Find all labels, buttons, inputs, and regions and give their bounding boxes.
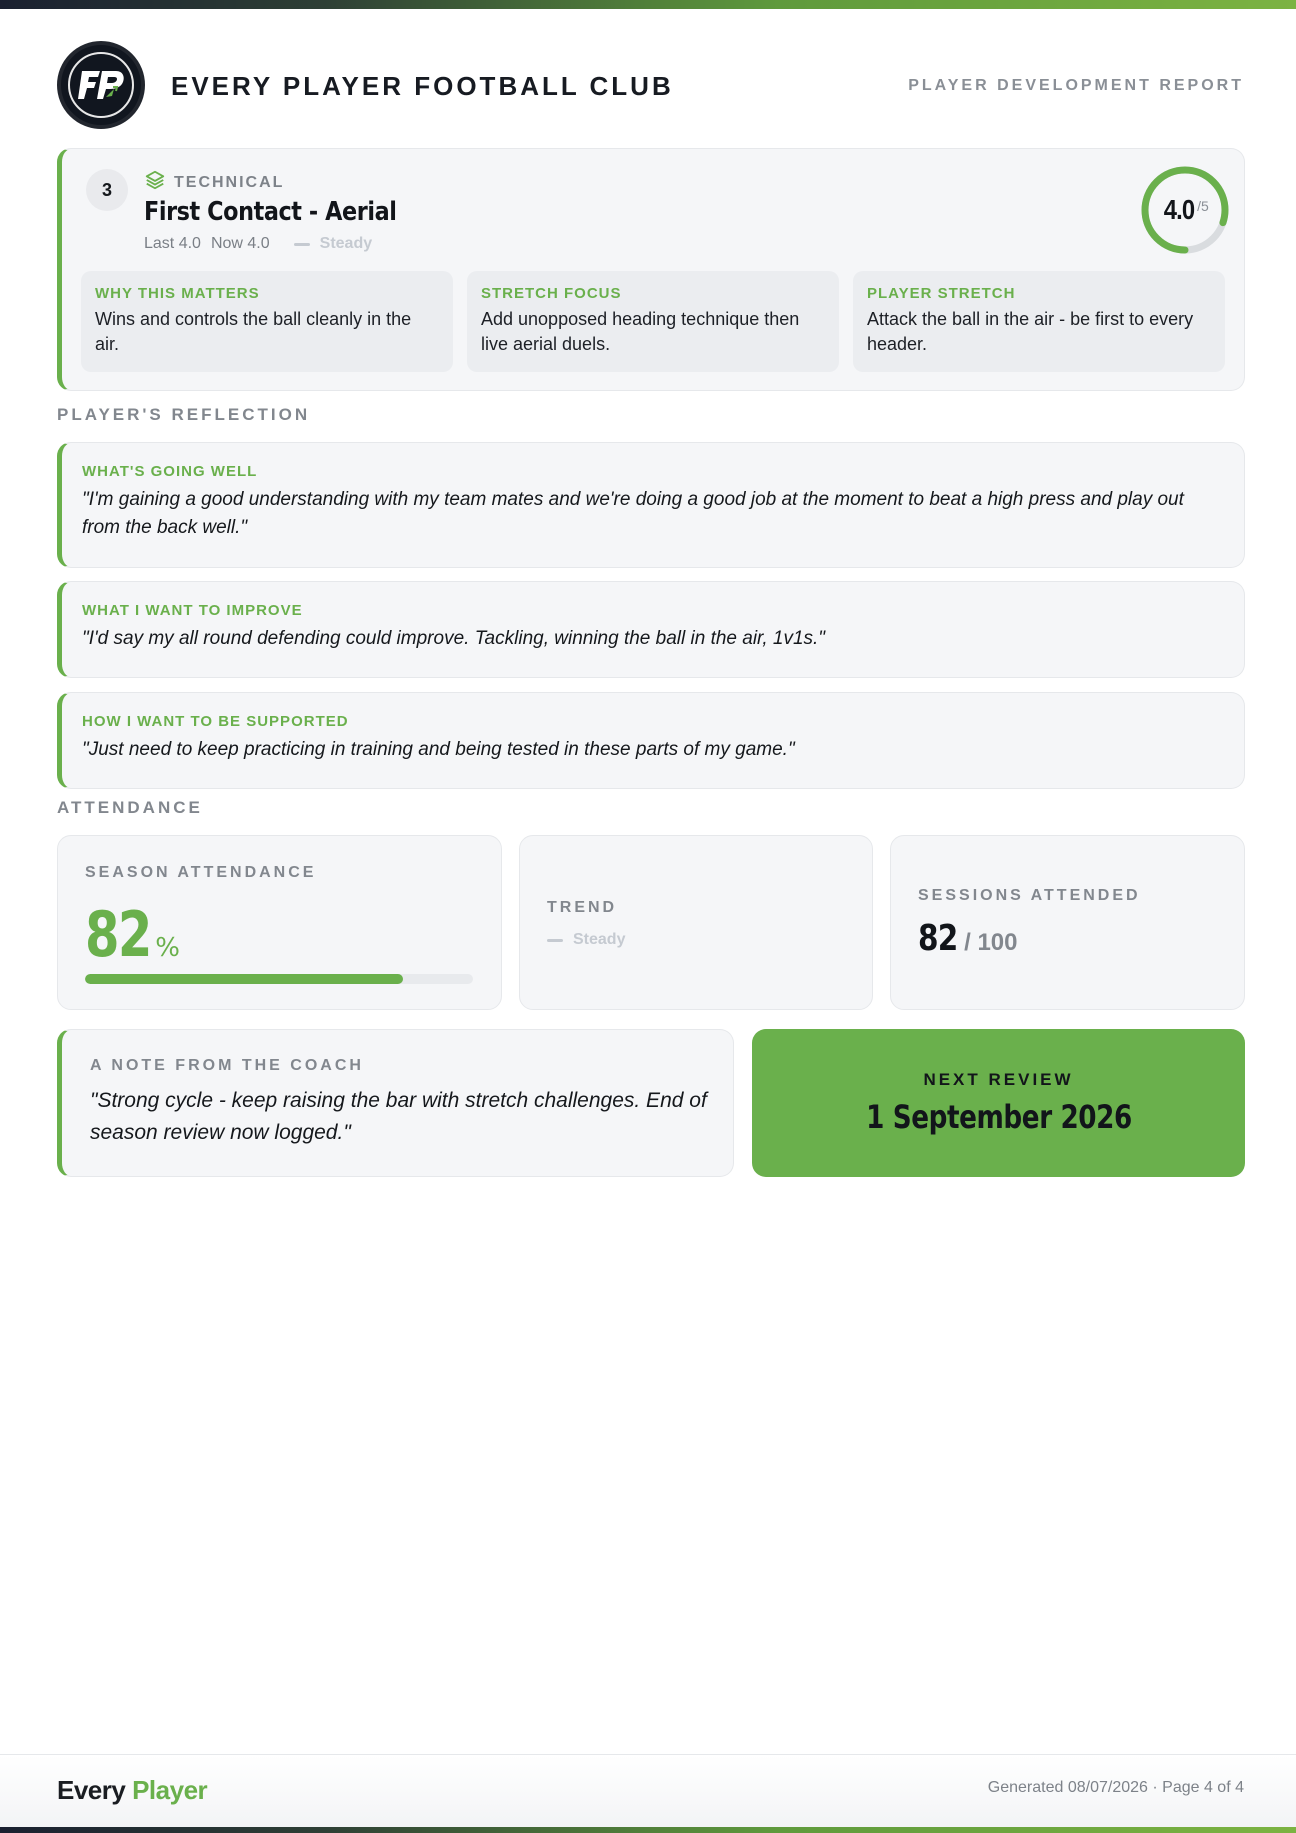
info-box-text: Add unopposed heading technique then live aerial duels. xyxy=(481,309,800,354)
sessions-attended-card xyxy=(890,835,1245,1010)
score-max: /5 xyxy=(1197,198,1209,214)
top-accent-bar xyxy=(0,0,1296,9)
footer-brand-every: Every xyxy=(57,1775,126,1805)
info-box-text: Wins and controls the ball cleanly in the air. xyxy=(95,309,412,354)
coach-note-card xyxy=(57,1029,734,1177)
season-attendance-label: SEASON ATTENDANCE xyxy=(85,864,317,881)
sessions-total: / 100 xyxy=(964,929,1018,956)
reflection-text: "I'd say my all round defending could improve. Tackling, winning the ball in the air, 1v1s." xyxy=(82,628,826,649)
skill-category xyxy=(144,169,284,196)
reflection-title: WHAT I WANT TO IMPROVE xyxy=(82,602,303,619)
reflection-text: "Just need to keep practicing in training and being tested in these parts of my game." xyxy=(82,739,795,760)
why-this-matters-box xyxy=(81,271,453,372)
player-stretch-box xyxy=(853,271,1225,372)
sessions-attended-label: SESSIONS ATTENDED xyxy=(918,887,1141,904)
report-header xyxy=(57,41,1244,129)
report-footer xyxy=(0,1754,1296,1827)
season-attendance-unit: % xyxy=(155,933,180,963)
skill-name: First Contact - Aerial xyxy=(144,197,397,227)
skill-card xyxy=(57,148,1245,391)
reflection-how-supported xyxy=(57,692,1245,789)
dash-icon xyxy=(547,939,563,942)
info-box-title: PLAYER STRETCH xyxy=(867,285,1016,302)
attendance-section-label: ATTENDANCE xyxy=(57,798,203,817)
score-value: 4.0 xyxy=(1163,194,1195,225)
footer-meta xyxy=(988,1779,1244,1797)
trend-value: Steady xyxy=(573,931,626,948)
next-review-label: NEXT REVIEW xyxy=(923,1070,1074,1089)
attendance-progress-bar xyxy=(85,974,473,984)
info-box-title: WHY THIS MATTERS xyxy=(95,285,260,302)
club-name: EVERY PLAYER FOOTBALL CLUB xyxy=(171,71,674,101)
layers-icon xyxy=(144,169,166,196)
skill-trend: Steady xyxy=(319,235,373,252)
sessions-attended-value: 82 xyxy=(918,918,958,959)
generated-date: Generated 08/07/2026 xyxy=(987,1779,1148,1796)
reflection-text: "I'm gaining a good understanding with my team mates and we're doing a good job at the moment to beat a high press and play out from the back well." xyxy=(82,489,1184,538)
report-title: PLAYER DEVELOPMENT REPORT xyxy=(908,77,1244,94)
info-box-title: STRETCH FOCUS xyxy=(481,285,622,302)
reflection-section-label: PLAYER'S REFLECTION xyxy=(57,405,311,424)
reflection-want-to-improve xyxy=(57,581,1245,678)
club-logo xyxy=(57,41,145,129)
reflection-going-well xyxy=(57,442,1245,568)
next-review-date: 1 September 2026 xyxy=(865,1098,1132,1136)
score-ring xyxy=(1140,165,1230,255)
reflection-title: WHAT'S GOING WELL xyxy=(82,463,258,480)
stretch-focus-box xyxy=(467,271,839,372)
attendance-progress-fill xyxy=(85,974,403,984)
skill-now-score: Now 4.0 xyxy=(210,235,270,252)
skill-category-label: TECHNICAL xyxy=(174,173,285,191)
bottom-accent-bar xyxy=(0,1827,1296,1833)
footer-brand-player: Player xyxy=(132,1775,208,1805)
trend-card xyxy=(519,835,873,1010)
dash-icon xyxy=(294,243,310,246)
skill-rank-badge: 3 xyxy=(86,169,128,211)
reflection-title: HOW I WANT TO BE SUPPORTED xyxy=(82,713,349,730)
season-attendance-value: 82 xyxy=(85,898,151,971)
season-attendance-card xyxy=(57,835,502,1010)
skill-meta xyxy=(144,235,372,253)
coach-note-label: A NOTE FROM THE COACH xyxy=(90,1057,364,1074)
next-review-card xyxy=(752,1029,1245,1177)
footer-brand-logo xyxy=(57,1775,207,1806)
logo-emblem-icon xyxy=(68,52,134,118)
coach-note-text: "Strong cycle - keep raising the bar with stretch challenges. End of season review now logged." xyxy=(90,1089,707,1144)
info-box-text: Attack the ball in the air - be first to every header. xyxy=(867,309,1194,354)
trend-label: TREND xyxy=(547,899,618,916)
page-number: · Page 4 of 4 xyxy=(1152,1779,1244,1796)
skill-last-score: Last 4.0 xyxy=(144,235,201,252)
